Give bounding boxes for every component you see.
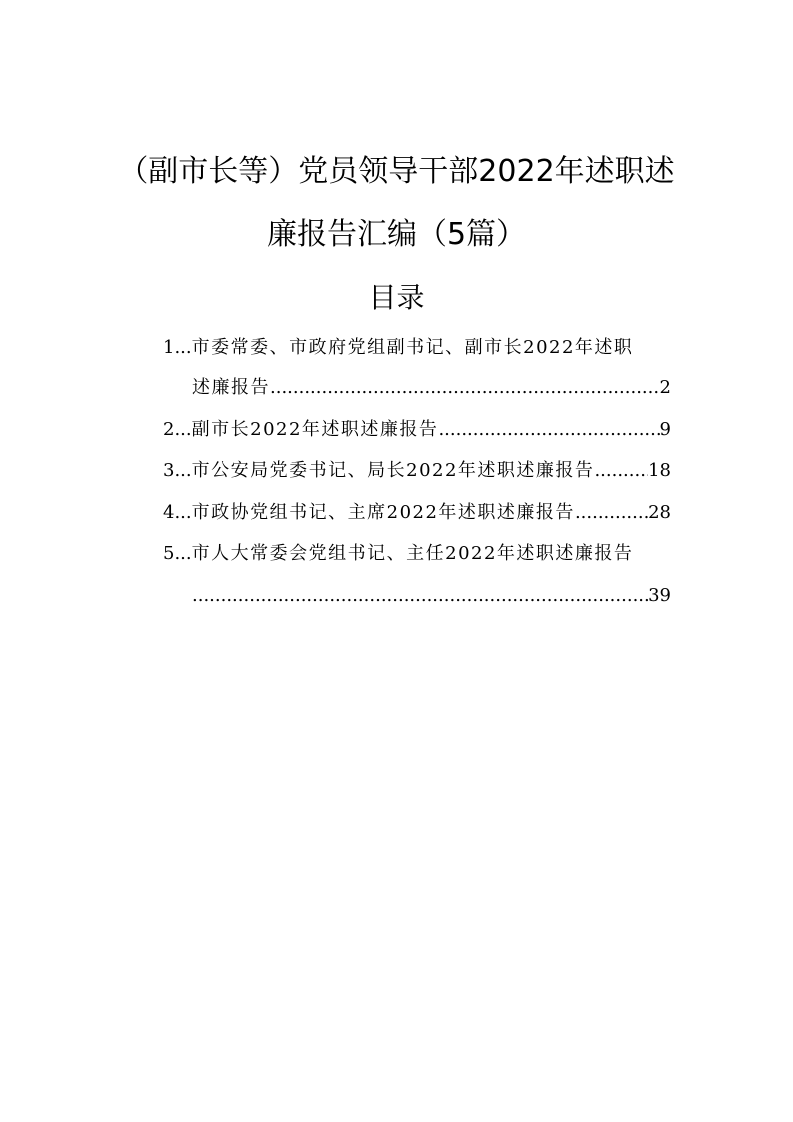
toc-entry-5-line-1[interactable] <box>163 540 671 568</box>
toc-entry-page: 9 <box>659 419 671 440</box>
document-title-line-1: （副市长等）党员领导干部2022年述职述 <box>118 154 675 189</box>
toc-leader-dots <box>270 374 660 402</box>
document-title-line-2: 廉报告汇编（5篇） <box>266 217 527 252</box>
toc-leader-dots <box>438 416 659 444</box>
toc-entry-2[interactable] <box>163 416 671 444</box>
toc-entry-number: 4... <box>163 502 192 523</box>
toc-entry-title: 市公安局党委书记、局长2022年述职述廉报告 <box>191 460 595 481</box>
toc-entry-page: 2 <box>659 377 671 398</box>
toc-entry-5-line-2[interactable] <box>192 582 671 610</box>
toc-entry-title: 副市长2022年述职述廉报告 <box>191 419 439 440</box>
toc-leader-dots <box>192 582 648 610</box>
toc-entry-3[interactable] <box>163 457 671 485</box>
toc-entry-title: 市政协党组书记、主席2022年述职述廉报告 <box>191 502 575 523</box>
toc-entry-number: 5... <box>163 543 192 564</box>
toc-entry-number: 2... <box>163 419 192 440</box>
toc-leader-dots <box>575 499 648 527</box>
toc-entry-1-line-2[interactable] <box>192 374 671 402</box>
toc-entry-1-line-1[interactable] <box>163 334 671 362</box>
toc-entry-title-continued: 述廉报告 <box>192 377 270 398</box>
toc-entry-number: 3... <box>163 460 192 481</box>
toc-entry-page: 28 <box>648 502 671 523</box>
toc-entry-page: 39 <box>648 585 671 606</box>
toc-heading: 目录 <box>368 281 425 314</box>
toc-entry-title: 市人大常委会党组书记、主任2022年述职述廉报告 <box>191 543 634 564</box>
toc-entry-number: 1... <box>163 337 192 358</box>
toc-entry-4[interactable] <box>163 499 671 527</box>
toc-entry-page: 18 <box>648 460 671 481</box>
toc-leader-dots <box>594 457 648 485</box>
toc-entry-title: 市委常委、市政府党组副书记、副市长2022年述职 <box>191 337 634 358</box>
